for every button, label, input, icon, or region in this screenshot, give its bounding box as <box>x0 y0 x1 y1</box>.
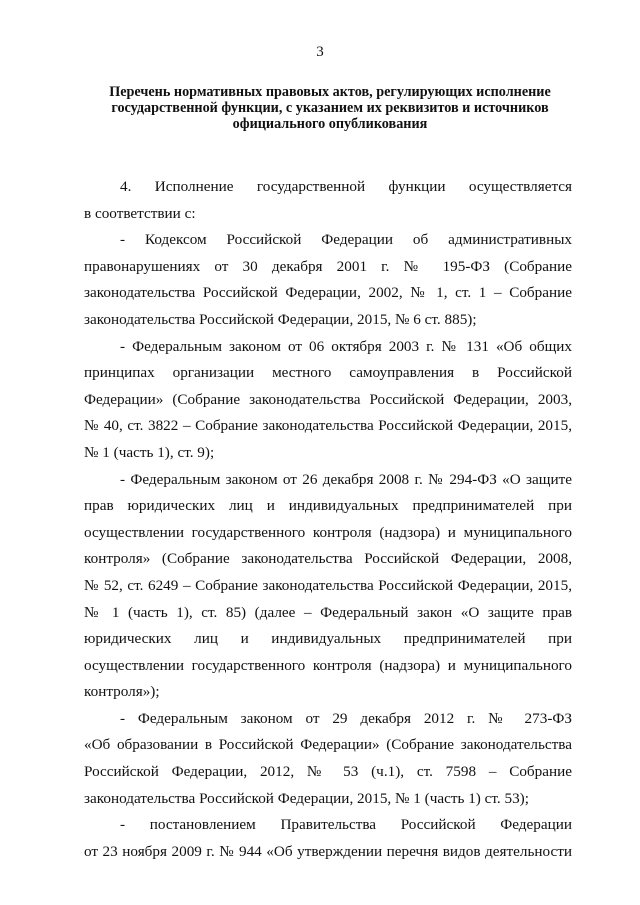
text-line: - Федеральным законом от 06 октября 2003 г. № 131 «Об общих <box>120 337 572 355</box>
paragraph <box>84 812 572 865</box>
text-line: юридических лиц и индивидуальных предпринимателей при <box>84 630 572 648</box>
text-line: 4. Исполнение государственной функции осуществляется <box>120 178 572 195</box>
paragraph <box>84 174 572 227</box>
text-line: контроля» (Собрание законодательства Российской Федерации, 2008, <box>84 550 572 568</box>
text-line: в соответствии с: <box>84 204 196 222</box>
text-line: - Федеральным законом от 26 декабря 2008 г. № 294-ФЗ «О защите <box>120 470 572 488</box>
text-line: законодательства Российской Федерации, 2015, № 6 ст. 885); <box>84 310 477 328</box>
text-line: Российской Федерации, 2012, № 53 (ч.1), ст. 7598 – Собрание <box>84 763 572 781</box>
paragraph <box>84 227 572 333</box>
paragraph <box>84 334 572 467</box>
text-line: «Об образовании в Российской Федерации» (Собрание законодательства <box>84 736 572 754</box>
paragraph <box>84 706 572 812</box>
section-title-line: государственной функции, с указанием их реквизитов и источников <box>111 100 549 116</box>
text-line: принципах организации местного самоуправления в Российской <box>84 364 572 382</box>
text-line: законодательства Российской Федерации, 2002, № 1, ст. 1 – Собрание <box>84 284 572 302</box>
text-line: - постановлением Правительства Российской Федерации <box>120 816 572 834</box>
text-line: контроля»); <box>84 683 160 701</box>
text-line: правонарушениях от 30 декабря 2001 г. № 195-ФЗ (Собрание <box>84 257 572 275</box>
text-line: - Федеральным законом от 29 декабря 2012 г. № 273-ФЗ <box>120 709 572 727</box>
text-line: прав юридических лиц и индивидуальных предпринимателей при <box>84 497 572 515</box>
text-line: № 1 (часть 1), ст. 9); <box>84 443 215 461</box>
page-number: 3 <box>316 44 324 60</box>
text-line: осуществлении государственного контроля (надзора) и муниципального <box>84 656 572 674</box>
section-title-line: Перечень нормативных правовых актов, регулирующих исполнение <box>109 84 551 100</box>
text-line: № 40, ст. 3822 – Собрание законодательства Российской Федерации, 2015, <box>84 417 572 435</box>
text-line: от 23 ноября 2009 г. № 944 «Об утверждении перечня видов деятельности <box>84 842 572 860</box>
text-line: Федерации» (Собрание законодательства Российской Федерации, 2003, <box>84 390 572 408</box>
paragraph <box>84 467 572 706</box>
section-title <box>80 84 580 132</box>
text-line: законодательства Российской Федерации, 2015, № 1 (часть 1) ст. 53); <box>84 789 529 807</box>
section-title-line: официального опубликования <box>232 116 428 132</box>
text-line: осуществлении государственного контроля (надзора) и муниципального <box>84 523 572 541</box>
text-line: - Кодексом Российской Федерации об административных <box>120 231 572 249</box>
text-line: № 52, ст. 6249 – Собрание законодательства Российской Федерации, 2015, <box>84 576 572 594</box>
body-text <box>84 174 572 865</box>
text-line: № 1 (часть 1), ст. 85) (далее – Федеральный закон «О защите прав <box>84 603 572 621</box>
